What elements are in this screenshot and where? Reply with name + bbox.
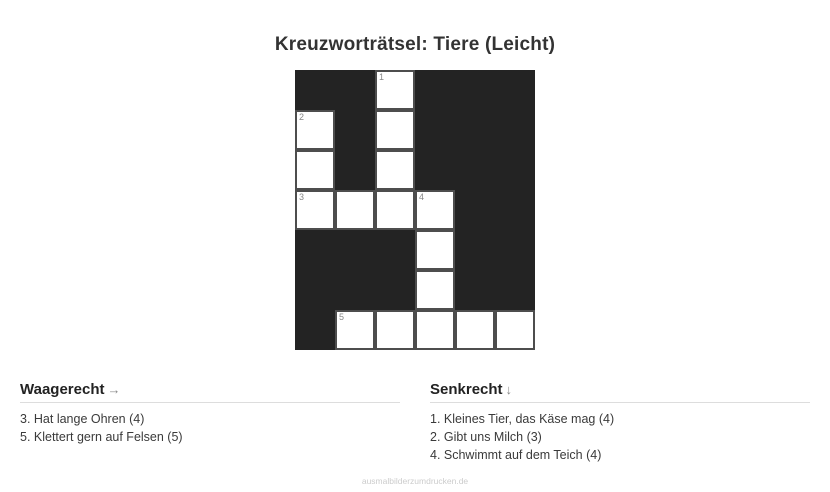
blocked-cell xyxy=(495,70,535,110)
blocked-cell xyxy=(375,270,415,310)
clues-section xyxy=(20,381,810,464)
crossword-cell[interactable] xyxy=(495,310,535,350)
crossword-cell[interactable] xyxy=(295,150,335,190)
down-heading-label: Senkrecht xyxy=(430,381,503,398)
blocked-cell xyxy=(495,230,535,270)
crossword-cell[interactable] xyxy=(375,310,415,350)
clue-item: 4. Schwimmt auf dem Teich (4) xyxy=(430,448,602,462)
crossword-cell[interactable] xyxy=(375,150,415,190)
clue-item: 2. Gibt uns Milch (3) xyxy=(430,430,542,444)
blocked-cell xyxy=(415,70,455,110)
blocked-cell xyxy=(335,70,375,110)
blocked-cell xyxy=(295,310,335,350)
crossword-cell[interactable] xyxy=(415,190,455,230)
blocked-cell xyxy=(415,110,455,150)
blocked-cell xyxy=(495,190,535,230)
blocked-cell xyxy=(335,150,375,190)
blocked-cell xyxy=(495,110,535,150)
cell-number: 4 xyxy=(419,192,425,202)
crossword-cell[interactable] xyxy=(455,310,495,350)
blocked-cell xyxy=(335,110,375,150)
blocked-cell xyxy=(455,70,495,110)
crossword-cell[interactable] xyxy=(295,110,335,150)
down-arrow-icon: ↓ xyxy=(505,382,513,397)
crossword-cell[interactable] xyxy=(335,190,375,230)
blocked-cell xyxy=(495,150,535,190)
blocked-cell xyxy=(295,230,335,270)
clue-item: 1. Kleines Tier, das Käse mag (4) xyxy=(430,412,615,426)
across-clue-list xyxy=(20,410,400,446)
blocked-cell xyxy=(295,70,335,110)
across-heading xyxy=(20,381,400,403)
cell-number: 1 xyxy=(379,72,385,82)
blocked-cell xyxy=(455,190,495,230)
crossword-cell[interactable] xyxy=(295,190,335,230)
down-heading xyxy=(430,381,810,403)
blocked-cell xyxy=(335,230,375,270)
across-clues-section xyxy=(20,381,400,464)
crossword-grid xyxy=(295,70,535,350)
blocked-cell xyxy=(375,230,415,270)
blocked-cell xyxy=(295,270,335,310)
blocked-cell xyxy=(495,270,535,310)
blocked-cell xyxy=(335,270,375,310)
crossword-cell[interactable] xyxy=(375,110,415,150)
blocked-cell xyxy=(455,230,495,270)
crossword-cell[interactable] xyxy=(375,190,415,230)
crossword-cell[interactable] xyxy=(415,230,455,270)
blocked-cell xyxy=(455,150,495,190)
clue-item: 3. Hat lange Ohren (4) xyxy=(20,412,145,426)
across-heading-label: Waagerecht xyxy=(20,381,105,398)
site-watermark: ausmalbilderzumdrucken.de xyxy=(361,476,469,486)
crossword-cell[interactable] xyxy=(335,310,375,350)
crossword-cell[interactable] xyxy=(415,270,455,310)
right-arrow-icon: → xyxy=(107,382,121,397)
blocked-cell xyxy=(455,110,495,150)
down-clue-list xyxy=(430,410,810,464)
blocked-cell xyxy=(415,150,455,190)
cell-number: 2 xyxy=(299,112,305,122)
cell-number: 5 xyxy=(339,312,345,322)
clue-item: 5. Klettert gern auf Felsen (5) xyxy=(20,430,183,444)
crossword-cell[interactable] xyxy=(415,310,455,350)
down-clues-section xyxy=(430,381,810,464)
cell-number: 3 xyxy=(299,192,305,202)
page-title: Kreuzworträtsel: Tiere (Leicht) xyxy=(274,33,556,55)
blocked-cell xyxy=(455,270,495,310)
crossword-cell[interactable] xyxy=(375,70,415,110)
